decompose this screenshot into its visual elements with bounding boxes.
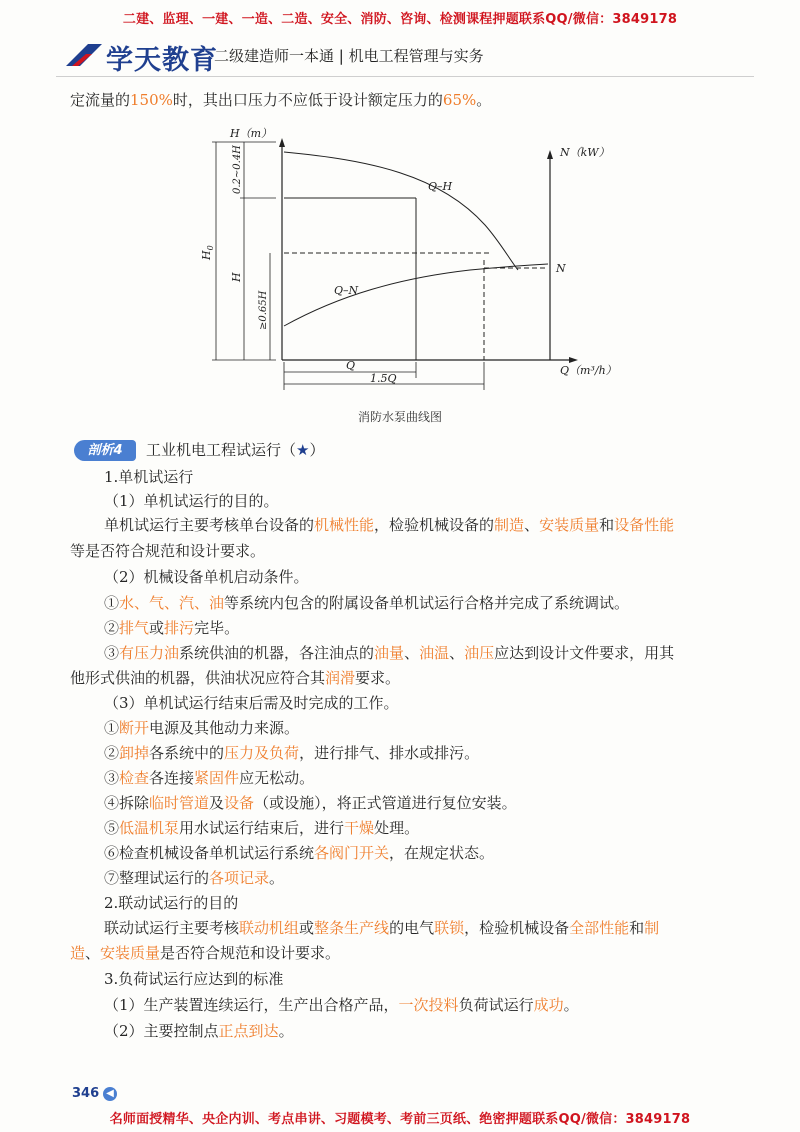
star-icon: ★ (296, 441, 310, 459)
list-item: ④拆除临时管道及设备（或设施），将正式管道进行复位安装。 (104, 794, 517, 812)
logo-mark-icon (64, 42, 104, 68)
qh-label: Q–H (428, 180, 453, 193)
list-item: ①断开电源及其他动力来源。 (104, 719, 300, 737)
min-label: ≥0.65H (258, 290, 269, 330)
list-item: （1）生产装置连续运行，生产出合格产品，一次投料负荷试运行成功。 (104, 996, 579, 1014)
list-item: ③有压力油系统供油的机器，各注油点的油量、油温、油压应达到设计文件要求，用其 (104, 644, 675, 662)
q-axis-arrow (569, 357, 578, 363)
list-item: ⑥检查机械设备单机试运行系统各阀门开关，在规定状态。 (104, 844, 495, 862)
y-axis-label: H（m） (230, 127, 273, 140)
book-title: 二级建造师一本通 | 机电工程管理与实务 (214, 47, 484, 65)
h-label: H (230, 272, 243, 282)
heading-single-run: 1.单机试运行 (104, 468, 194, 486)
pump-curve-diagram (200, 120, 630, 405)
list-item: ②卸掉各系统中的压力及负荷，进行排气、排水或排污。 (104, 744, 480, 762)
paragraph-line: 联动试运行主要考核联动机组或整条生产线的电气联锁，检验机械设备全部性能和制 (104, 919, 660, 937)
list-item: ⑦整理试运行的各项记录。 (104, 869, 285, 887)
list-item: ①水、气、汽、油等系统内包含的附属设备单机试运行合格并完成了系统调试。 (104, 594, 630, 612)
bottom-banner: 名师面授精华、央企内训、考点串讲、习题模考、考前三页纸、绝密押题联系QQ/微信：3849178 (109, 1112, 691, 1127)
band-label: 0.2~0.4H (232, 145, 243, 194)
intro-line: 定流量的150%时，其出口压力不应低于设计额定压力的65%。 (70, 91, 492, 109)
subheading-after-run: （3）单机试运行结束后需及时完成的工作。 (104, 694, 399, 712)
page-number: 346 (72, 1086, 100, 1101)
paragraph-line: 等是否符合规范和设计要求。 (70, 542, 266, 560)
header-divider (56, 76, 754, 77)
section-badge: 剖析4 (74, 440, 136, 461)
list-item: ⑤低温机泵用水试运行结束后，进行干燥处理。 (104, 819, 420, 837)
x-axis-label: Q（m³/h） (560, 364, 617, 377)
subheading-purpose: （1）单机试运行的目的。 (104, 492, 279, 510)
q15-label: 1.5Q (370, 372, 397, 385)
figure-caption: 消防水泵曲线图 (357, 410, 442, 424)
heading-load-run: 3.负荷试运行应达到的标准 (104, 970, 284, 988)
list-item: ②排气或排污完毕。 (104, 619, 240, 637)
q-label: Q (346, 359, 356, 372)
h-axis-arrow (279, 138, 285, 147)
n-right-label: N (556, 262, 566, 275)
brand-logo: 学天教育 (106, 45, 218, 76)
paragraph-line: 单机试运行主要考核单台设备的机械性能，检验机械设备的制造、安装质量和设备性能 (104, 516, 675, 534)
page-header (56, 36, 750, 74)
qh-curve (284, 152, 518, 270)
subheading-conditions: （2）机械设备单机启动条件。 (104, 568, 309, 586)
top-banner: 二建、监理、一建、一造、二造、安全、消防、咨询、检测课程押题联系QQ/微信：3849178 (122, 12, 678, 27)
qn-label: Q–N (334, 284, 359, 297)
n-axis-label: N（kW） (560, 146, 610, 159)
list-item: ③检查各连接紧固件应无松动。 (104, 769, 315, 787)
heading-linked-run: 2.联动试运行的目的 (104, 894, 239, 912)
h0-label: $H_0$ (200, 245, 215, 260)
section-title: 工业机电工程试运行（★） (146, 441, 325, 459)
n-axis-arrow (547, 150, 553, 159)
list-item: （2）主要控制点正点到达。 (104, 1022, 294, 1040)
list-item-continuation: 他形式供油的机器，供油状况应符合其润滑要求。 (70, 669, 401, 687)
paragraph-line: 造、安装质量是否符合规范和设计要求。 (70, 944, 341, 962)
page-arrow-icon: ◀ (103, 1087, 117, 1101)
